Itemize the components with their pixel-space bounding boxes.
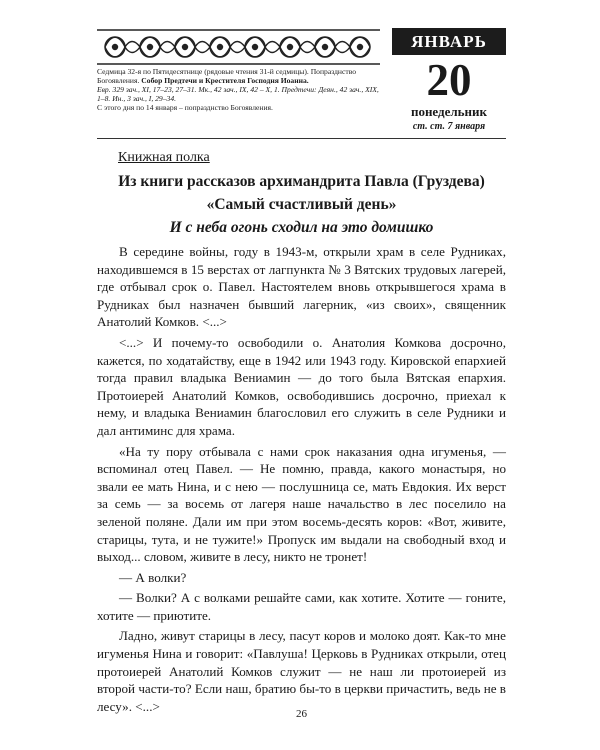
day-number: 20	[426, 55, 472, 105]
readings-note: Евр. 329 зач., XI, 17–23, 27–31. Мк., 42 зач., IX, 42 – X, 1. Предтечи: Деян., 42 зач., XIX, 1–8. Ин., 3 зач., I, 29–34.	[97, 85, 379, 103]
section-label: Книжная полка	[118, 150, 210, 165]
book-title: Из книги рассказов архимандрита Павла (Груздева)	[118, 173, 485, 190]
weekday: понедельник	[410, 104, 488, 119]
week-note: Седмица 32-я по Пятидесятнице (рядовые чтения 31-й седмицы). Попразднство Богоявления. Собор Предтечи и Крестителя Господня Иоанна.	[97, 67, 357, 85]
paragraph: «На ту пору отбывала с нами срок наказания одна игуменья, — вспоминал отец Павел. — Не помню, правда, какого монастыря, но звали ее мать Нина, и с нею — послушница се, мать Евдокия. Их верст за семь — за восемь от лагеря наше начальство в лес поселило на зеленой поляне. Дали им при этом восемь-десять коров: «Вот, живите, старицы, тута, и не тужите!» Пропуск им выдали на свободный вход и выход... словом, живите в лесу, никто не тронет!	[97, 443, 506, 565]
page-number: 26	[296, 708, 307, 720]
ornament-border	[97, 28, 380, 66]
paragraph: Ладно, живут старицы в лесу, пасут коров и молоко доят. Как-то мне игуменья Нина и говорит: «Павлуша! Церковь в Рудниках открыли, отец протоиерей Анатолий Комков служит — не наш ли протоиерей из второй части-то? Если наш, братию бы-то в церкви причастить, ведь не в лесу». <...>	[97, 628, 506, 714]
liturgical-notes	[97, 67, 380, 112]
paragraph: — А волки?	[119, 569, 187, 585]
story-title: И с неба огонь сходил на это домишко	[169, 219, 434, 236]
old-style-date: ст. ст. 7 января	[412, 121, 486, 132]
paragraph: В середине войны, году в 1943-м, открыли храм в селе Рудниках, находившемся в 15 верстах от лагпункта № 3 Вятских трудовых лагерей, где отбывал срок о. Павел. Настоятелем вновь открывшегося храма в Рудниках был назначен бывший лагерник, «из своих», священник Анатолий Комков. <...>	[97, 244, 506, 330]
divider	[97, 138, 506, 139]
article-body	[97, 243, 506, 718]
paragraph: — Волки? А с волками решайте сами, как хотите. Хотите — гоните, хотите — приютите.	[97, 590, 506, 623]
afterfeast-note: С этого дня по 14 января – попразднство Богоявления.	[97, 103, 273, 112]
month-label: ЯНВАРЬ	[392, 28, 506, 55]
book-subtitle: «Самый счастливый день»	[206, 196, 397, 213]
paragraph: <...> И почему-то освободили о. Анатолия Комкова досрочно, кажется, по ходатайству, еще в 1942 или 1943 году. Кировской епархией тогда правил владыка Вениамин — до того была Вятская епархия. Протоиерей Анатолий Комков, освободившись досрочно, приехал к нему, и владыка Вениамин благословил его служить в селе Рудники и дал антиминс для храма.	[97, 334, 506, 438]
